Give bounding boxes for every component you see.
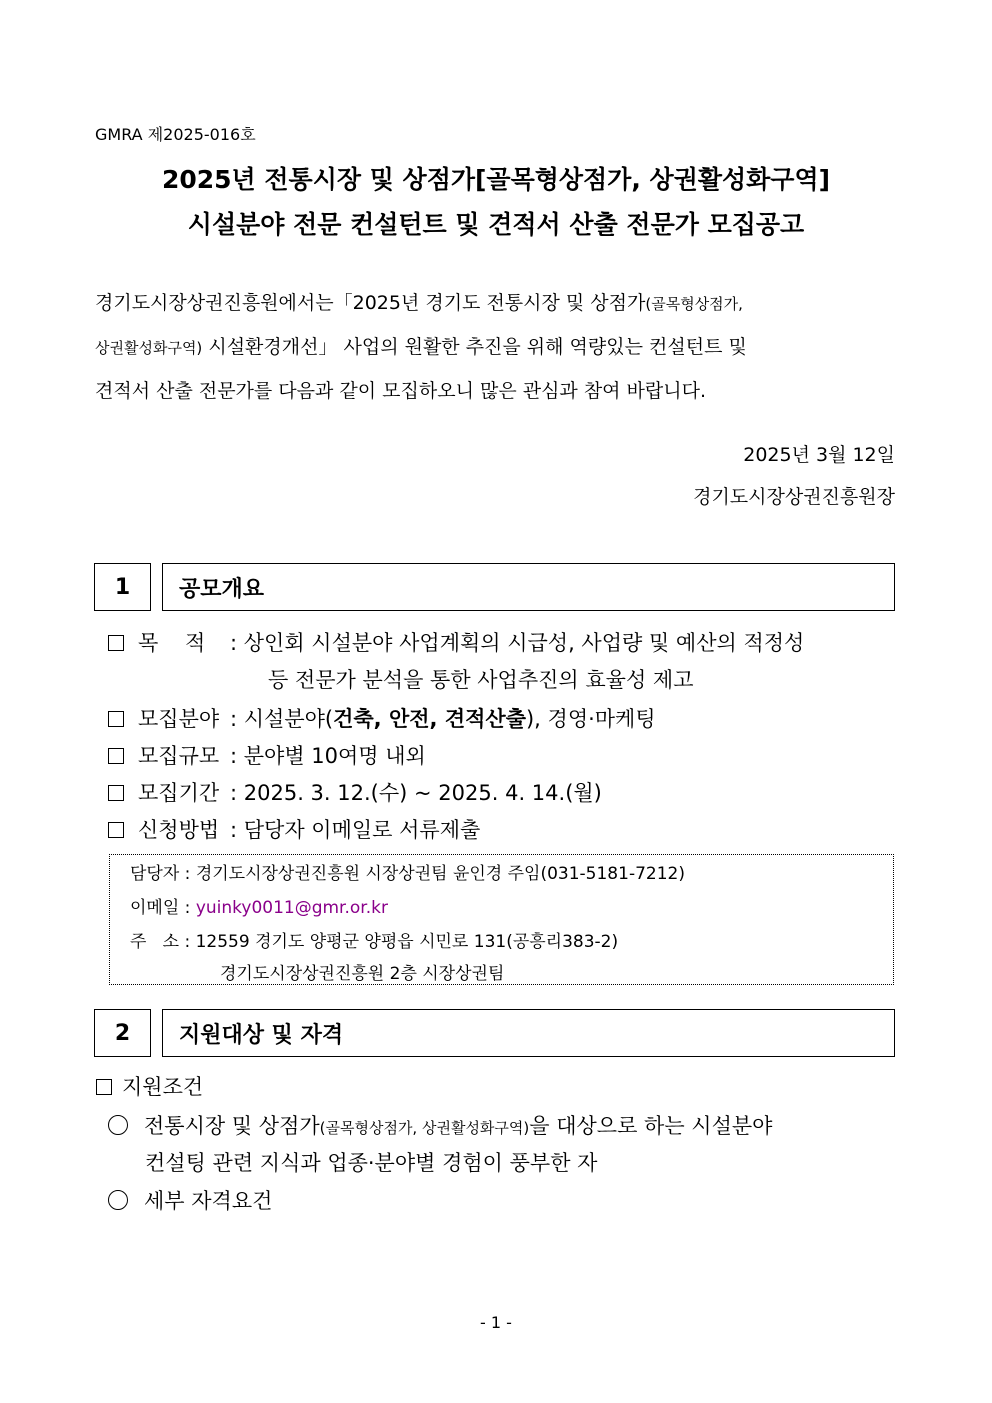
checkbox-icon [108, 748, 124, 764]
list-item-period: 모집기간 : 2025. 3. 12.(수) ~ 2025. 4. 14.(월) [108, 777, 602, 807]
checkbox-icon [108, 711, 124, 727]
contact-address: 주 소 : 12559 경기도 양평군 양평읍 시민로 131(공흥리383-2) [130, 932, 619, 952]
announcement-date: 2025년 3월 12일 [743, 444, 895, 466]
issuer-name: 경기도시장상권진흥원장 [693, 486, 895, 508]
checkbox-icon [108, 785, 124, 801]
page-subtitle: 시설분야 전문 컨설턴트 및 견적서 산출 전문가 모집공고 [187, 210, 805, 239]
bullet-condition-1-cont: 컨설팅 관련 지식과 업종·분야별 경험이 풍부한 자 [145, 1151, 598, 1175]
document-number: GMRA 제2025-016호 [95, 125, 256, 144]
checkbox-icon [108, 822, 124, 838]
bullet-condition-2: 세부 자격요건 [108, 1185, 272, 1215]
section-2-number: 2 [94, 1009, 151, 1057]
page-number: - 1 - [480, 1313, 512, 1332]
intro-line-1: 경기도시장상권진흥원에서는「2025년 경기도 전통시장 및 상점가(골목형상점가, [95, 292, 743, 314]
circle-bullet-icon [108, 1115, 128, 1135]
list-item-scale: 모집규모 : 분야별 10여명 내외 [108, 740, 426, 770]
checkbox-icon [108, 635, 124, 651]
bullet-condition-1: 전통시장 및 상점가(골목형상점가, 상권활성화구역)을 대상으로 하는 시설분야 [108, 1110, 772, 1140]
email-link[interactable]: yuinky0011@gmr.or.kr [195, 898, 388, 918]
section-1-number: 1 [94, 563, 151, 611]
contact-email-row: 이메일 : yuinky0011@gmr.or.kr [130, 898, 388, 918]
page-title: 2025년 전통시장 및 상점가[골목형상점가, 상권활성화구역] [161, 165, 831, 194]
contact-manager: 담당자 : 경기도시장상권진흥원 시장상권팀 윤인경 주임(031-5181-7212) [130, 864, 685, 884]
checkbox-icon [96, 1079, 112, 1095]
section-1-title: 공모개요 [162, 563, 895, 611]
circle-bullet-icon [108, 1190, 128, 1210]
list-item-purpose-cont: 등 전문가 분석을 통한 사업추진의 효율성 제고 [268, 668, 694, 692]
list-item-method: 신청방법 : 담당자 이메일로 서류제출 [108, 814, 480, 844]
list-item-purpose: 목 적 : 상인회 시설분야 사업계획의 시급성, 사업량 및 예산의 적정성 [108, 627, 804, 657]
contact-box [109, 854, 894, 985]
contact-address-cont: 경기도시장상권진흥원 2층 시장상권팀 [220, 964, 505, 984]
intro-line-2: 상권활성화구역) 시설환경개선」 사업의 원활한 추진을 위해 역량있는 컨설턴트 및 [95, 336, 747, 358]
list-item-condition: 지원조건 [96, 1071, 203, 1101]
section-2-title: 지원대상 및 자격 [162, 1009, 895, 1057]
intro-line-3: 견적서 산출 전문가를 다음과 같이 모집하오니 많은 관심과 참여 바랍니다. [95, 380, 707, 402]
list-item-field: 모집분야 : 시설분야(건축, 안전, 견적산출), 경영·마케팅 [108, 703, 656, 733]
